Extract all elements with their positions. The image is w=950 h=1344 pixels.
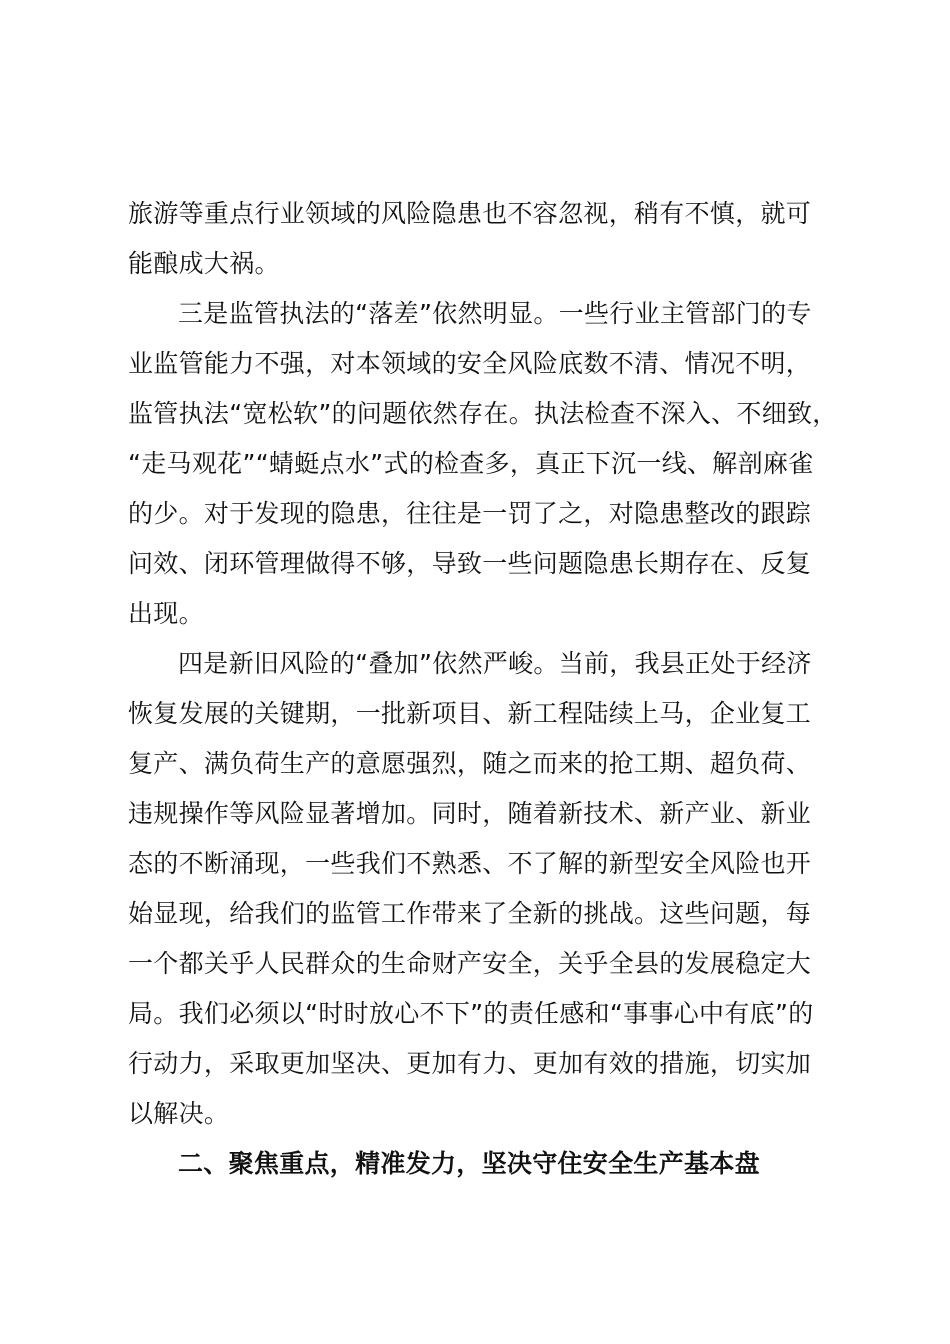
paragraph-3-line-2: 恢复发展的关键期，一批新项目、新工程陆续上马，企业复工 <box>128 699 812 728</box>
paragraph-3-line-8: 局。我们必须以“时时放心不下”的责任感和“事事心中有底”的 <box>128 999 814 1028</box>
paragraph-3-line-3: 复产、满负荷生产的意愿强烈，随之而来的抢工期、超负荷、 <box>128 749 812 778</box>
paragraph-1-line-1: 旅游等重点行业领域的风险隐患也不容忽视，稍有不慎，就可 <box>128 199 812 228</box>
paragraph-1-line-2: 能酿成大祸。 <box>128 249 280 278</box>
section-heading: 二、聚焦重点，精准发力，坚决守住安全生产基本盘 <box>178 1149 760 1178</box>
paragraph-3-line-5: 态的不断涌现，一些我们不熟悉、不了解的新型安全风险也开 <box>128 849 812 878</box>
paragraph-2-line-5: 的少。对于发现的隐患，往往是一罚了之，对隐患整改的跟踪 <box>128 499 812 528</box>
paragraph-3-line-1: 四是新旧风险的“叠加”依然严峻。当前，我县正处于经济 <box>178 649 812 678</box>
paragraph-2-line-6: 问效、闭环管理做得不够，导致一些问题隐患长期存在、反复 <box>128 549 812 578</box>
paragraph-3-line-10: 以解决。 <box>128 1099 230 1128</box>
paragraph-2-line-2: 业监管能力不强，对本领域的安全风险底数不清、情况不明， <box>128 349 812 378</box>
paragraph-2-line-3: 监管执法“宽松软”的问题依然存在。执法检查不深入、不细致， <box>128 399 838 428</box>
paragraph-3-line-9: 行动力，采取更加坚决、更加有力、更加有效的措施，切实加 <box>128 1049 812 1078</box>
paragraph-2-line-7: 出现。 <box>128 599 204 628</box>
paragraph-3-line-7: 一个都关乎人民群众的生命财产安全，关乎全县的发展稳定大 <box>128 949 812 978</box>
paragraph-3-line-4: 违规操作等风险显著增加。同时，随着新技术、新产业、新业 <box>128 799 812 828</box>
paragraph-2-line-1: 三是监管执法的“落差”依然明显。一些行业主管部门的专 <box>178 299 812 328</box>
paragraph-2-line-4: “走马观花”“蜻蜓点水”式的检查多，真正下沉一线、解剖麻雀 <box>128 449 814 478</box>
paragraph-3-line-6: 始显现，给我们的监管工作带来了全新的挑战。这些问题，每 <box>128 899 812 928</box>
